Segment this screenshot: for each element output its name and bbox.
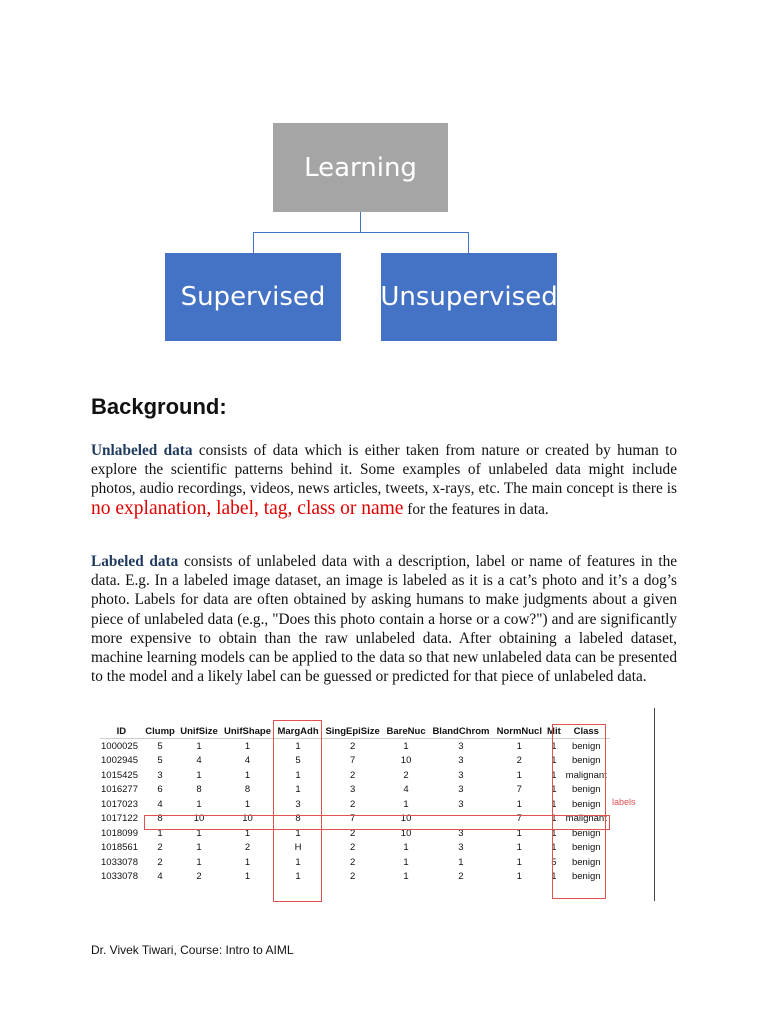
unlabeled-data-paragraph: [91, 441, 677, 519]
table-cell: 1: [196, 842, 202, 854]
table-cell: 1018561: [101, 842, 138, 854]
table-cell: 3: [157, 769, 163, 781]
header-normnucl: NormNucl: [493, 724, 545, 739]
table-cell: 10: [400, 755, 412, 767]
table-cell: 1: [516, 769, 522, 781]
table-cell: 1: [516, 827, 522, 839]
header-id: ID: [100, 724, 143, 739]
table-row: [100, 797, 610, 812]
header-barenuc: BareNuc: [384, 724, 429, 739]
table-cell: 1015425: [101, 769, 138, 781]
header-unifshape: UnifShape: [221, 724, 275, 739]
header-margadh: MargAdh: [274, 724, 321, 739]
table-cell: 1: [403, 842, 409, 854]
table-cell: 1: [244, 740, 251, 752]
connector-left: [253, 232, 254, 253]
table-row: [100, 870, 610, 885]
table-cell: 3: [295, 798, 301, 810]
background-heading: Background:: [91, 394, 227, 419]
unsupervised-label: Unsupervised: [380, 282, 558, 312]
table-cell: H: [294, 842, 302, 854]
table-cell: 5: [551, 856, 557, 868]
table-cell: 8: [244, 784, 251, 796]
table-header-row: [100, 724, 610, 739]
header-mit: Mit: [547, 725, 561, 737]
table-cell: 1: [551, 842, 557, 854]
table-cell: 7: [349, 813, 356, 825]
table-cell: 3: [458, 755, 464, 767]
table-cell: 1: [244, 798, 251, 810]
table-cell: 4: [157, 871, 163, 883]
table-cell: 1: [295, 784, 301, 796]
learning-label: Learning: [304, 152, 417, 183]
table-cell: 3: [458, 784, 464, 796]
table-cell: 2: [349, 740, 356, 752]
table-cell: 2: [403, 769, 409, 781]
labeled-data-term: Labeled data: [91, 553, 179, 570]
table-cell: 4: [403, 784, 409, 796]
connector-right: [468, 232, 469, 253]
header-class: Class: [563, 724, 610, 739]
page-vertical-line: [654, 708, 655, 901]
unlabeled-data-term: Unlabeled data: [91, 442, 193, 459]
class-column-outline: [552, 724, 606, 899]
table-cell: 8: [157, 813, 163, 825]
table-cell: 2: [244, 842, 251, 854]
table-cell: 3: [458, 740, 464, 752]
table-cell: 1: [516, 798, 522, 810]
header-blandchrom: BlandChrom: [429, 724, 494, 739]
table-cell: 8: [196, 784, 202, 796]
table-cell: 1: [458, 856, 464, 868]
table-cell: 3: [458, 769, 464, 781]
table-cell: benign: [571, 755, 601, 767]
table-cell: 1033078: [101, 871, 138, 883]
table-cell: 1: [196, 769, 202, 781]
table-cell: 5: [157, 755, 163, 767]
table-cell: 4: [196, 755, 202, 767]
table-cell: 1: [196, 798, 202, 810]
table-cell: 1: [516, 842, 522, 854]
table-row: [100, 855, 610, 870]
table-cell: 1: [403, 871, 409, 883]
table-cell: benign: [571, 871, 601, 883]
table-cell: 1: [403, 798, 409, 810]
para2-text: consists of unlabeled data with a description, label or name of features in the data. E.g. In a labeled image dataset, an image is labeled as it is a cat’s photo and it’s a dog’s photo. Labels for data are often obtained by asking humans to make judgments about a given piece of unlabeled data (e.g., "Does this photo contain a horse or a cow?") and are significantly more expensive to obtain than the raw unlabeled data. After obtaining a labeled dataset, machine learning models can be applied to the data so that new unlabeled data can be presented to the model and a likely label can be guessed or predicted for that piece of unlabeled data.: [91, 553, 678, 686]
table-cell: 2: [349, 827, 356, 839]
table-cell: 1: [551, 798, 557, 810]
dataset-table-figure: [100, 724, 612, 902]
table-cell: 3: [349, 784, 356, 796]
table-row: [100, 768, 610, 783]
table-cell: 1: [295, 871, 301, 883]
table-cell: 5: [157, 740, 163, 752]
table-cell: 3: [458, 827, 464, 839]
table-cell: 10: [400, 813, 412, 825]
table-cell: 1: [244, 871, 251, 883]
header-clump: Clump: [143, 724, 178, 739]
table-cell: benign: [571, 842, 601, 854]
table-cell: 7: [516, 784, 522, 796]
table-cell: 1016277: [101, 784, 138, 796]
table-cell: 4: [244, 755, 251, 767]
table-cell: 1: [244, 856, 251, 868]
connector-vertical-root: [360, 212, 361, 232]
table-cell: 2: [157, 842, 163, 854]
table-cell: 1: [295, 827, 301, 839]
connector-horizontal: [253, 232, 469, 233]
table-cell: 2: [349, 769, 356, 781]
table-cell: 1: [196, 856, 202, 868]
table-cell: 1: [196, 827, 202, 839]
table-cell: 7: [516, 813, 522, 825]
table-cell: 1: [157, 827, 163, 839]
table-cell: 1: [551, 813, 557, 825]
table-cell: 1017122: [101, 813, 138, 825]
table-cell: 3: [458, 842, 464, 854]
unsupervised-node: [381, 253, 557, 341]
labels-annotation: labels: [612, 797, 636, 807]
table-cell: 2: [349, 842, 356, 854]
supervised-node: [165, 253, 341, 341]
table-cell: benign: [571, 784, 601, 796]
table-cell: 2: [458, 871, 464, 883]
table-cell: 1: [196, 740, 202, 752]
row-1017122-outline: [144, 815, 610, 830]
table-row: [100, 739, 610, 754]
labeled-data-paragraph: [91, 552, 677, 686]
table-cell: 1000025: [101, 740, 138, 752]
table-cell: 5: [295, 755, 301, 767]
table-cell: benign: [571, 798, 601, 810]
table-cell: 2: [196, 871, 202, 883]
table-cell: 1: [551, 784, 557, 796]
table-cell: 4: [157, 798, 163, 810]
table-cell: 10: [400, 827, 412, 839]
table-cell: benign: [571, 740, 601, 752]
table-cell: 1: [295, 856, 301, 868]
header-unifsize: UnifSize: [177, 724, 220, 739]
table-cell: 10: [193, 813, 205, 825]
margadh-column-outline: [273, 720, 322, 902]
table-cell: 1033078: [101, 856, 138, 868]
table-cell: 7: [349, 755, 356, 767]
para1-highlight: no explanation, label, tag, class or name: [91, 497, 404, 519]
table-cell: 1: [244, 827, 251, 839]
table-cell: 1: [403, 856, 409, 868]
table-cell: 6: [157, 784, 163, 796]
para1-text1: consists of data which is either taken from nature or created by human to explore the scientific patterns behind it. Some examples of unlabeled data might include photos, audio recordings, videos, news articles, tweets, x-rays, etc. The main concept is there is: [91, 442, 677, 498]
table-cell: 1: [516, 740, 522, 752]
table-cell: 10: [242, 813, 253, 825]
table-cell: 2: [349, 871, 356, 883]
table-cell: 1: [295, 740, 301, 752]
learning-node: [273, 123, 448, 212]
table-cell: 1: [403, 740, 409, 752]
para1-text2: for the features in data.: [403, 500, 549, 518]
footer-credit: Dr. Vivek Tiwari, Course: Intro to AIML: [91, 943, 294, 957]
table-cell: benign: [571, 827, 601, 839]
table-cell: 2: [516, 755, 522, 767]
dataset-table: [100, 724, 610, 884]
table-cell: 1: [551, 740, 557, 752]
table-cell: 2: [157, 856, 163, 868]
table-cell: malignant: [565, 769, 607, 781]
table-row: [100, 841, 610, 856]
table-row: [100, 754, 610, 769]
table-cell: 1002945: [101, 755, 138, 767]
table-cell: 2: [349, 798, 356, 810]
table-row: [100, 783, 610, 798]
table-cell: 1: [551, 755, 557, 767]
table-cell: benign: [571, 856, 601, 868]
table-cell: 8: [295, 813, 301, 825]
table-cell: 1: [244, 769, 251, 781]
table-cell: 3: [458, 798, 464, 810]
table-cell: malignant: [565, 813, 607, 825]
table-cell: 1: [516, 856, 522, 868]
table-cell: 2: [349, 856, 356, 868]
table-cell: 1018099: [101, 827, 138, 839]
table-cell: 1: [551, 871, 557, 883]
supervised-label: Supervised: [180, 282, 326, 312]
table-cell: 1: [551, 827, 557, 839]
table-cell: 1: [295, 769, 301, 781]
table-cell: 1: [551, 769, 557, 781]
table-cell: 1017023: [101, 798, 138, 810]
table-cell: 1: [516, 871, 522, 883]
header-singepisize: SingEpiSize: [322, 724, 384, 739]
